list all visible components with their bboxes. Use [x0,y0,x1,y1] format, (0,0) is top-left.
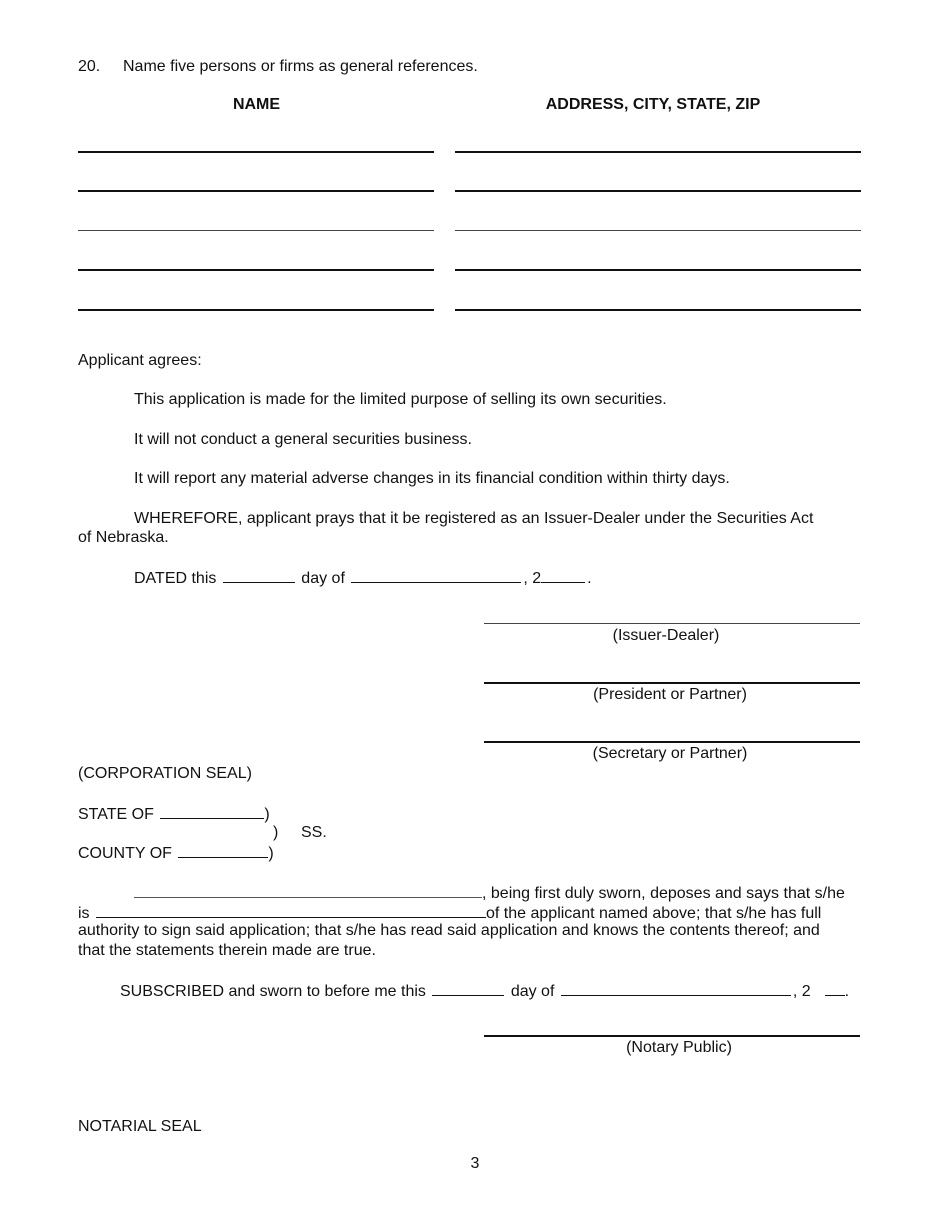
affidavit-line-1 [134,882,845,903]
references-prompt: Name five persons or firms as general references. [123,58,478,75]
wherefore-clause-cont: of Nebraska. [78,529,169,546]
reference-address-line[interactable] [455,269,861,271]
subscribed-end: . [844,983,850,1000]
county-field[interactable] [178,842,268,858]
dated-day-of: day of [301,570,345,587]
reference-address-line[interactable] [455,230,861,231]
affidavit-text: , being first duly sworn, deposes and says that s/he [482,885,845,902]
affidavit-text: is [78,905,90,922]
subscribed-year-field[interactable] [825,980,845,996]
dated-year-field[interactable] [541,567,585,583]
page-number: 3 [470,1155,480,1172]
reference-name-line[interactable] [78,151,434,153]
reference-name-line[interactable] [78,269,434,271]
item-number: 20. [78,58,101,75]
reference-name-line[interactable] [78,309,434,311]
reference-name-line[interactable] [78,230,434,231]
reference-address-line[interactable] [455,151,861,153]
paren: ) [273,824,279,841]
affiant-name-field[interactable] [134,882,482,898]
dated-line [134,567,592,588]
subscribed-month-field[interactable] [561,980,791,996]
president-label: (President or Partner) [593,686,747,703]
agrees-heading: Applicant agrees: [78,352,202,369]
affiant-title-field[interactable] [96,902,486,918]
notary-public-label: (Notary Public) [626,1039,732,1056]
subscribed-line [120,980,849,1001]
president-signature-line[interactable] [484,682,860,684]
secretary-label: (Secretary or Partner) [592,745,748,762]
paren: ) [264,806,270,823]
dated-month-field[interactable] [351,567,521,583]
agreement-item: It will not conduct a general securities business. [134,431,472,448]
affidavit-text: of the applicant named above; that s/he has full [486,905,822,922]
issuer-dealer-label: (Issuer-Dealer) [612,627,720,644]
agreement-item: This application is made for the limited purpose of selling its own securities. [134,391,667,408]
corporation-seal: (CORPORATION SEAL) [78,765,252,782]
dated-prefix: DATED this [134,570,217,587]
state-label: STATE OF [78,806,154,823]
reference-address-line[interactable] [455,190,861,192]
paren: ) [268,845,274,862]
reference-address-line[interactable] [455,309,861,311]
state-line [78,803,270,824]
affidavit-line-2 [78,902,821,923]
subscribed-day-field[interactable] [432,980,504,996]
subscribed-year-prefix: , 2 [792,983,811,1000]
agreement-item: It will report any material adverse changes in its financial condition within thirty days. [134,470,730,487]
notarial-seal: NOTARIAL SEAL [78,1118,202,1135]
secretary-signature-line[interactable] [484,741,860,743]
dated-day-field[interactable] [223,567,295,583]
subscribed-prefix: SUBSCRIBED and sworn to before me this [120,983,426,1000]
reference-name-line[interactable] [78,190,434,192]
dated-end: . [587,570,592,587]
issuer-signature-line[interactable] [484,623,860,624]
affidavit-line-4: that the statements therein made are true. [78,942,376,959]
address-column-header: ADDRESS, CITY, STATE, ZIP [545,96,761,113]
notary-signature-line[interactable] [484,1035,860,1037]
wherefore-clause: WHEREFORE, applicant prays that it be registered as an Issuer-Dealer under the Securities Act [134,510,814,527]
dated-year-prefix: , 2 [523,570,542,587]
county-line [78,842,274,863]
name-column-header: NAME [232,96,281,113]
county-label: COUNTY OF [78,845,172,862]
state-field[interactable] [160,803,264,819]
affidavit-line-3: authority to sign said application; that s/he has read said application and knows the contents thereof; and [78,922,820,939]
ss-label: SS. [301,824,327,841]
subscribed-day-of: day of [510,983,555,1000]
